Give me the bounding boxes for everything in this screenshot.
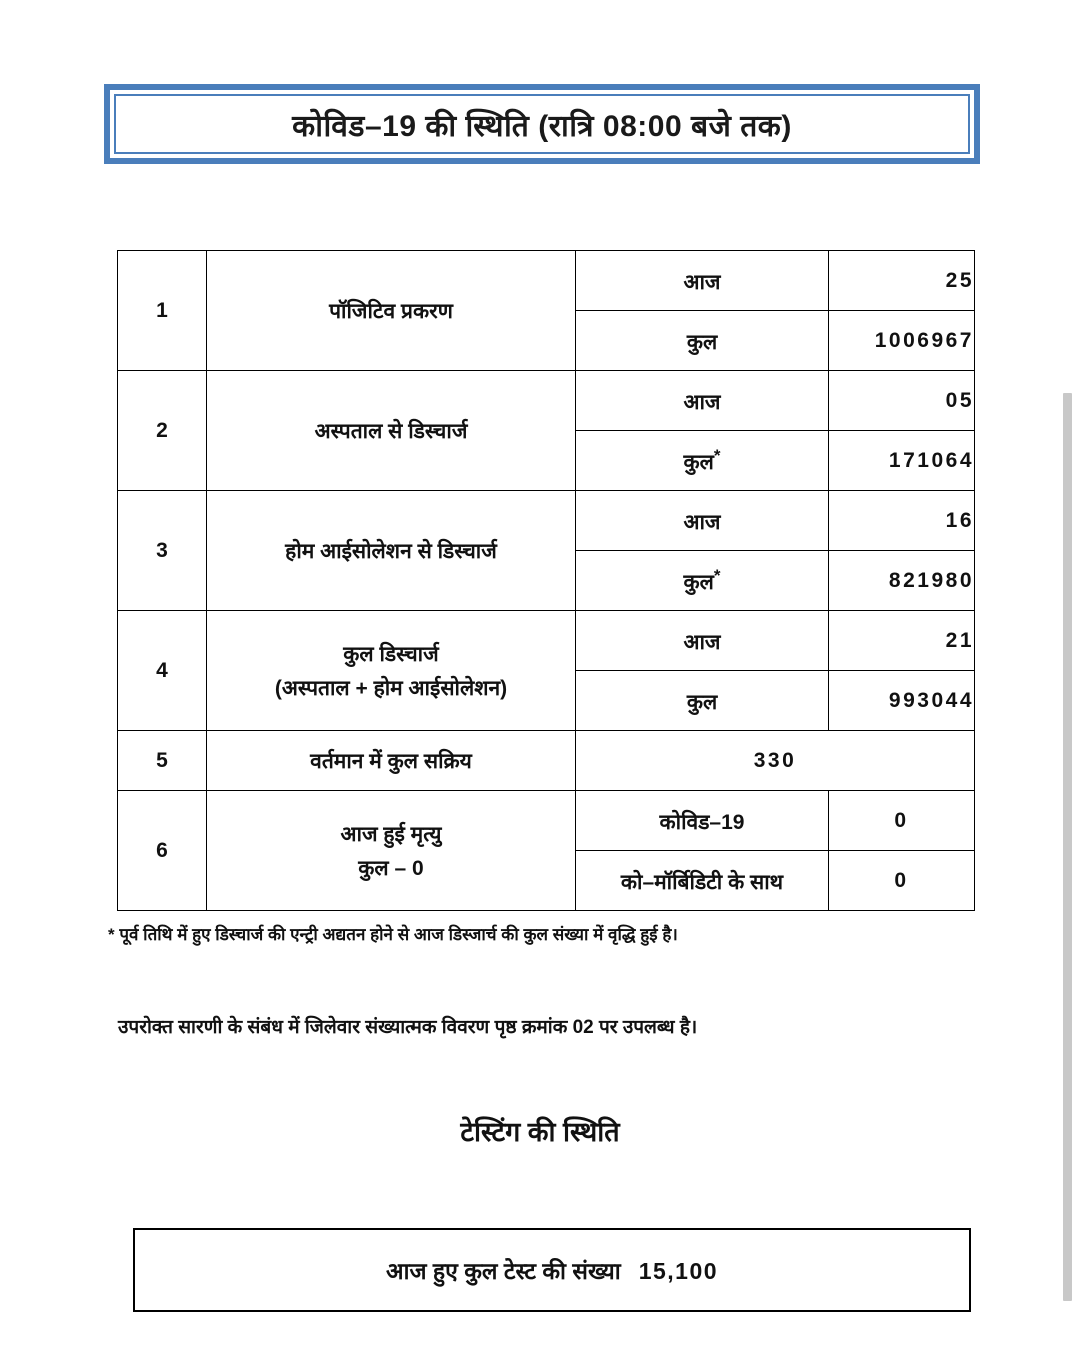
page-title: कोविड–19 की स्थिति (रात्रि 08:00 बजे तक) [292, 109, 792, 143]
table-row [118, 791, 975, 851]
vertical-scrollbar[interactable] [1066, 0, 1080, 1367]
row-sub-label-text: कुल [683, 450, 714, 474]
row-sub-label-text: कुल [686, 690, 718, 714]
row-sub-value: 25 [829, 251, 975, 311]
footnote-star: * [713, 565, 721, 585]
row-sub-label [576, 551, 829, 611]
testing-total-row [386, 1254, 718, 1286]
table-row [118, 731, 975, 791]
row-sub-value: 171064 [829, 431, 975, 491]
row-sub-value: 993044 [829, 671, 975, 731]
row-sub-label-text: आज [683, 510, 721, 534]
district-detail-note: उपरोक्त सारणी के संबंध में जिलेवार संख्यात्मक विवरण पृष्ठ क्रमांक 02 पर उपलब्ध है। [118, 1017, 698, 1038]
testing-total-value: 15,100 [638, 1258, 719, 1284]
row-sub-value: 1006967 [829, 311, 975, 371]
row-sub-label-text: आज [683, 270, 721, 294]
row-serial-number: 3 [118, 491, 207, 611]
row-sub-label [576, 371, 829, 431]
table-row [118, 611, 975, 671]
row-item-label [207, 491, 576, 611]
row-item-label [207, 371, 576, 491]
row-item-label [207, 791, 576, 911]
row-sub-value: 821980 [829, 551, 975, 611]
testing-section-heading: टेस्टिंग की स्थिति [460, 1117, 620, 1147]
row-sub-label-text: कुल [686, 330, 718, 354]
row-sub-label [576, 791, 829, 851]
row-serial-number: 6 [118, 791, 207, 911]
row-item-text: होम आईसोलेशन से डिस्चार्ज [285, 539, 497, 563]
row-item-label [207, 731, 576, 791]
title-banner [104, 84, 980, 164]
row-sub-value: 0 [829, 851, 975, 911]
footnote-star: * [713, 445, 721, 465]
row-sub-label-text: को–मॉर्बिडिटी के साथ [620, 870, 784, 894]
row-sub-value: 16 [829, 491, 975, 551]
row-item-text: कुल डिस्चार्ज [343, 642, 439, 666]
row-item-text: पॉजिटिव प्रकरण [329, 299, 453, 323]
row-sub-label [576, 611, 829, 671]
row-item-text: वर्तमान में कुल सक्रिय [310, 749, 472, 773]
row-merged-value: 330 [576, 731, 975, 791]
row-sub-label [576, 251, 829, 311]
row-item-label [207, 611, 576, 731]
covid-status-table [117, 250, 975, 911]
row-item-label [207, 251, 576, 371]
row-serial-number: 4 [118, 611, 207, 731]
row-item-text: अस्पताल से डिस्चार्ज [314, 419, 468, 443]
table-footnote: * पूर्व तिथि में हुए डिस्चार्ज की एन्ट्री अद्यतन होने से आज डिस्जार्च की कुल संख्या में वृद्धि हुई है। [108, 925, 678, 944]
row-sub-value: 05 [829, 371, 975, 431]
row-sub-label-text: कोविड–19 [659, 810, 745, 834]
testing-total-box [133, 1228, 971, 1312]
row-sub-value: 0 [829, 791, 975, 851]
row-sub-label [576, 671, 829, 731]
row-serial-number: 2 [118, 371, 207, 491]
row-sub-label [576, 491, 829, 551]
row-sub-label-text: आज [683, 390, 721, 414]
row-sub-label [576, 431, 829, 491]
row-sub-label-text: कुल [683, 570, 714, 594]
row-serial-number: 1 [118, 251, 207, 371]
row-item-text-secondary: कुल – 0 [358, 856, 424, 880]
row-sub-label-text: आज [683, 630, 721, 654]
vertical-scrollbar-thumb[interactable] [1063, 393, 1072, 1301]
table-row [118, 491, 975, 551]
row-item-text-secondary: (अस्पताल + होम आईसोलेशन) [274, 676, 508, 700]
title-banner-inner-border [114, 94, 970, 154]
row-item-text: आज हुई मृत्यु [340, 822, 442, 846]
testing-total-label: आज हुए कुल टेस्ट की संख्या [385, 1258, 621, 1284]
row-sub-label [576, 311, 829, 371]
table-row [118, 371, 975, 431]
table-row [118, 251, 975, 311]
row-serial-number: 5 [118, 731, 207, 791]
row-sub-value: 21 [829, 611, 975, 671]
row-sub-label [576, 851, 829, 911]
